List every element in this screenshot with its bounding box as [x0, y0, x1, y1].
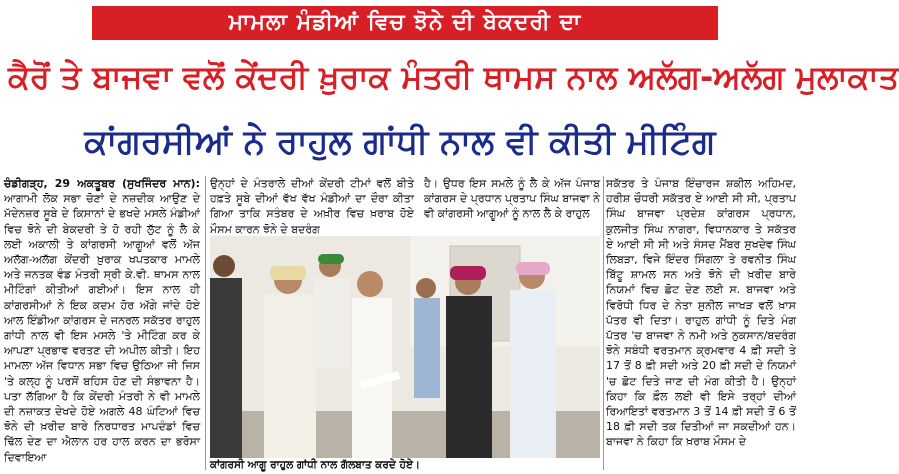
- article-column-4: ਸਕੱਤਰ ਤੇ ਪੰਜਾਬ ਇੰਚਾਰਜ ਸ਼ਕੀਲ ਅਹਿਮਦ, ਹਰੀਸ਼ ਚੌਧਰੀ ਸਕੱਤਰ ਏ ਆਈ ਸੀ ਸੀ, ਪ੍ਰਤਾਪ ਸਿੰਘ ਬਾਜਵਾ ਪ੍ਰਦੇਸ਼ ਕਾਂਗਰਸ ਪ੍ਰਧਾਨ, ਕੁਲਜੀਤ ਸਿੰਘ ਨਾਗਰਾ, ਵਿਧਾਨਕਾਰ ਤੇ ਸਕੱਤਰ ਏ ਆਈ ਸੀ ਸੀ ਅਤੇ ਸੰਸਦ ਮੈਂਬਰ ਸੁਖਦੇਵ ਸਿੰਘ ਲਿਬੜਾ, ਵਿਜੇ ਇੰਦਰ ਸਿੰਗਲਾ ਤੇ ਰਵਨੀਤ ਸਿੰਘ ਬਿੱਟੂ ਸ਼ਾਮਲ ਸਨ ਅਤੇ ਝੋਨੇ ਦੀ ਖ਼ਰੀਦ ਬਾਰੇ ਨਿਯਮਾਂ ਵਿਚ ਛੋਟ ਦੇਣ ਲਈ ਸ. ਬਾਜਵਾ ਅਤੇ ਵਿਰੋਧੀ ਧਿਰ ਦੇ ਨੇਤਾ ਸੁਨੀਲ ਜਾਖੜ ਵਲੋਂ ਖ਼ਾਸ ਪੱਤਰ ਵੀ ਦਿਤਾ। ਰਾਹੁਲ ਗਾਂਧੀ ਨੂੰ ਦਿਤੇ ਮੰਗ ਪੱਤਰ 'ਚ ਬਾਜਵਾ ਨੇ ਨਮੀ ਅਤੇ ਨੁਕਸਾਨ/ਬਦਰੰਗ ਝੋਨੇ ਸਬੰਧੀ ਵਰਤਮਾਨ ਕ੍ਰਮਵਾਰ 4 ਫ਼ੀ ਸਦੀ ਤੇ 17 ਤੋਂ 8 ਫ਼ੀ ਸਦੀ ਅਤੇ 20 ਫ਼ੀ ਸਦੀ ਦੇ ਨਿਯਮਾਂ 'ਚ ਛੋਟ ਦਿਤੇ ਜਾਣ ਦੀ ਮੰਗ ਕੀਤੀ ਹੈ। ਉਨ੍ਹਾਂ ਕਿਹਾ ਕਿ ਫ਼ੌਲ ਲਈ ਵੀ ਇਸੇ ਤਰ੍ਹਾਂ ਦੀਆਂ ਰਿਆਇਤਾਂ ਵਰਤਮਾਨ 3 ਤੋਂ 14 ਫ਼ੀ ਸਦੀ ਤੋਂ 6 ਤੋਂ 18 ਫ਼ੀ ਸਦੀ ਤਕ ਦਿਤੀਆਂ ਜਾ ਸਕਦੀਆਂ ਹਨ। ਬਾਜਵਾ ਨੇ ਕਿਹਾ ਕਿ ਖ਼ਰਾਬ ਮੌਸਮ ਦੇ: [606, 177, 796, 449]
- article-column-3: ਹੈ। ਉਧਰ ਇਸ ਸਮਲੇ ਨੂੰ ਲੈ ਕੇ ਅੱਜ ਪੰਜਾਬ ਕਾਂਗਰਸ ਦੇ ਪ੍ਰਧਾਨ ਪ੍ਰਤਾਪ ਸਿੰਘ ਬਾਜਵਾ ਨੇ ਵੀ ਕਾਂਗਰਸੀ ਆਗੂਆਂ ਨੂੰ ਨਾਲ ਲੈ ਕੇ ਰਾਹੁਲ: [424, 177, 600, 221]
- dateline: ਚੰਡੀਗੜ੍ਹ, 29 ਅਕਤੂਬਰ (ਸੁਖਜਿੰਦਰ ਮਾਨ):: [4, 177, 200, 190]
- news-photo: [210, 236, 600, 458]
- column-1-text: ਆਗਾਮੀ ਲੋਕ ਸਭਾ ਚੋਣਾਂ ਦੇ ਨਜ਼ਦੀਕ ਆਉਣ ਦੇ ਮੱਦੇਨਜ਼ਰ ਸੂਬੇ ਦੇ ਕਿਸਾਨਾਂ ਦੇ ਭਖਦੇ ਮਸਲੇ ਮੰਡੀਆਂ ਵਿਚ ਝੋਨੇ ਦੀ ਬੇਕਦਰੀ ਤੇ ਹੋ ਰਹੀ ਲੁੱਟ ਨੂੰ ਲੈ ਕੇ ਲਈ ਅਕਾਲੀ ਤੇ ਕਾਂਗਰਸੀ ਆਗੂਆਂ ਵਲੋਂ ਅੱਜ ਅਲੱਗ-ਅਲੱਗ ਕੇਂਦਰੀ ਖ਼ੁਰਾਕ ਖਪਤਕਾਰ ਮਾਮਲੇ ਅਤੇ ਜਨਤਕ ਵੰਡ ਮੰਤਰੀ ਸ੍ਰੀ ਕੇ.ਵੀ. ਥਾਮਸ ਨਾਲ ਮੀਟਿੰਗਾਂ ਕੀਤੀਆਂ ਗਈਆਂ। ਇਸ ਨਾਲ ਹੀ ਕਾਂਗਰਸੀਆਂ ਨੇ ਇਕ ਕਦਮ ਹੋਰ ਅੱਗੇ ਜਾਂਦੇ ਹੋਏ ਆਲ ਇੰਡੀਆ ਕਾਂਗਰਸ ਦੇ ਜਨਰਲ ਸਕੱਤਰ ਰਾਹੁਲ ਗਾਂਧੀ ਨਾਲ ਵੀ ਇਸ ਮਸਲੇ 'ਤੇ ਮੀਟਿੰਗ ਕਰ ਕੇ ਆਪਣਾ ਪ੍ਰਭਾਵ ਵਰਤਣ ਦੀ ਅਪੀਲ ਕੀਤੀ। ਇਹ ਮਾਮਲਾ ਅੱਜ ਵਿਧਾਨ ਸਭਾ ਵਿਚ ਉਠਿਆ ਜੀ ਜਿਸ 'ਤੇ ਕਲ੍ਹ ਨੂੰ ਪਰਸੋਂ ਬਹਿਸ ਹੋਣ ਦੀ ਸੰਭਾਵਨਾ ਹੈ। ਪਤਾ ਲੱਗਿਆ ਹੈ ਕਿ ਕੇਂਦਰੀ ਮੰਤਰੀ ਨੇ ਵੀ ਮਾਮਲੇ ਦੀ ਨਜ਼ਾਕਤ ਦੇਖਦੇ ਹੋਏ ਅਗਲੇ 48 ਘੰਟਿਆਂ ਵਿਚ ਝੋਨੇ ਦੀ ਖ਼ਰੀਦ ਬਾਰੇ ਨਿਰਧਾਰਤ ਮਾਪਦੰਡਾਂ ਵਿਚ ਢਿੱਲ ਦੇਣ ਦਾ ਐਲਾਨ ਹਰ ਹਾਲ ਕਰਨ ਦਾ ਭਰੋਸਾ ਦਿਵਾਇਆ: [4, 192, 200, 464]
- column-divider: [603, 176, 604, 470]
- article-column-2: ਉਨ੍ਹਾਂ ਦੇ ਮੰਤਰਾਲੇ ਦੀਆਂ ਕੇਂਦਰੀ ਟੀਮਾਂ ਵਲੋਂ ਬੀਤੇ ਹਫ਼ਤੇ ਸੂਬੇ ਦੀਆਂ ਵੱਖ ਵੱਖ ਮੰਡੀਆਂ ਦਾ ਦੌਰਾ ਕੀਤਾ ਗਿਆ ਤਾਕਿ ਸਤੰਬਰ ਦੇ ਅਖ਼ੀਰ ਵਿਚ ਖ਼ਰਾਬ ਹੋਏ ਮੌਸਮ ਕਾਰਨ ਝੋਨੇ ਦੇ ਬਦਰੰਗ: [210, 177, 414, 236]
- column-divider: [205, 176, 206, 470]
- page-headline: ਕੈਰੋਂ ਤੇ ਬਾਜਵਾ ਵਲੋਂ ਕੇਂਦਰੀ ਖ਼ੁਰਾਕ ਮੰਤਰੀ ਥਾਮਸ ਨਾਲ ਅਲੱਗ-ਅਲੱਗ ਮੁਲਾਕਾਤ: [8, 58, 899, 96]
- section-banner: ਮਾਮਲਾ ਮੰਡੀਆਂ ਵਿਚ ਝੋਨੇ ਦੀ ਬੇਕਦਰੀ ਦਾ: [92, 6, 718, 40]
- article-column-1: [4, 176, 200, 474]
- page-subheadline: ਕਾਂਗਰਸੀਆਂ ਨੇ ਰਾਹੁਲ ਗਾਂਧੀ ਨਾਲ ਵੀ ਕੀਤੀ ਮੀਟਿੰਗ: [84, 122, 716, 162]
- photo-caption: ਕਾਂਗਰਸੀ ਆਗੂ ਰਾਹੁਲ ਗਾਂਧੀ ਨਾਲ ਗੱਲਬਾਤ ਕਰਦੇ ਹੋਏ।: [210, 459, 421, 471]
